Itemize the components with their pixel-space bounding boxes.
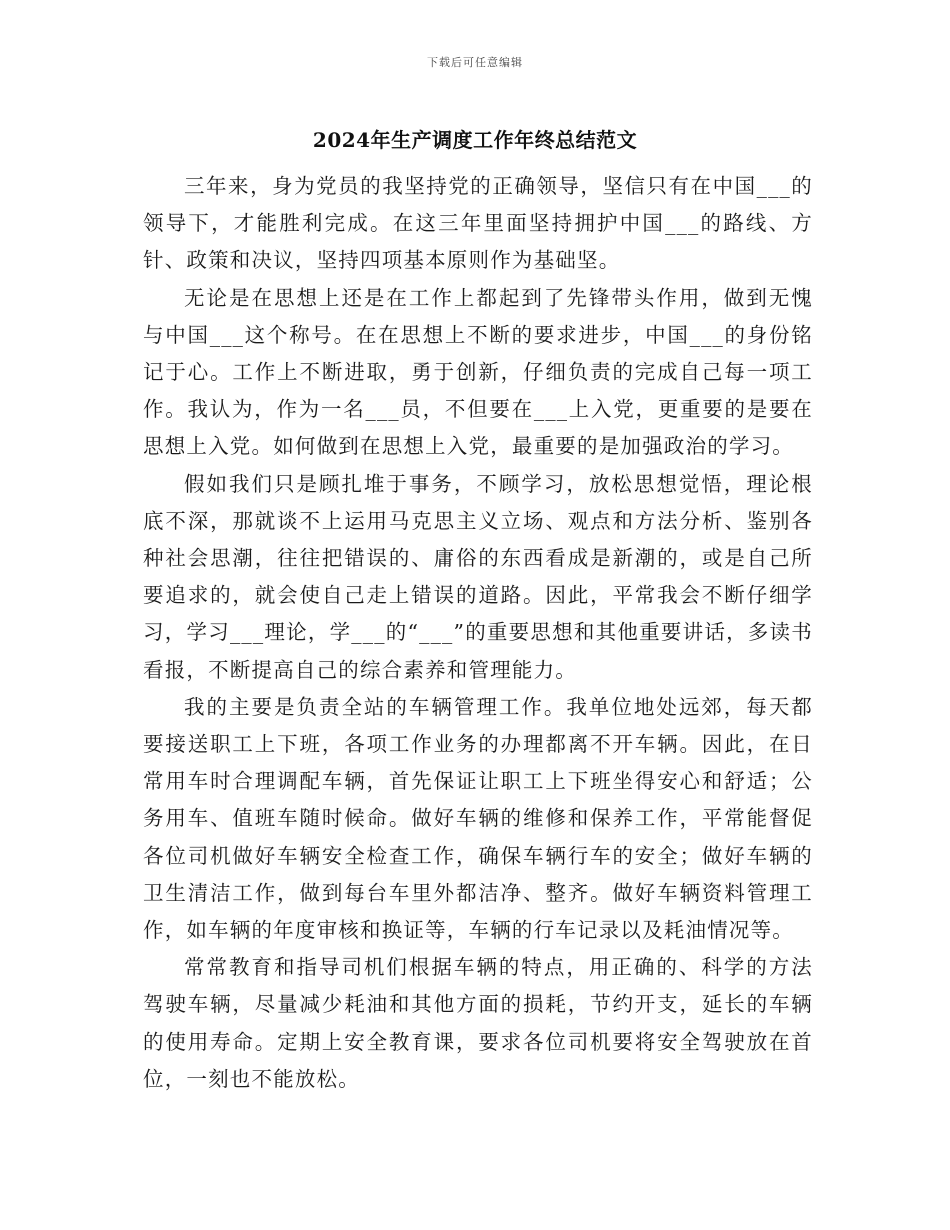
paragraph-3: 假如我们只是顾扎堆于事务，不顾学习，放松思想觉悟，理论根底不深，那就谈不上运用马克思主义立场、观点和方法分析、鉴别各种社会思潮，往往把错误的、庸俗的东西看成是新潮的，或是自己所要追求的，就会使自己走上错误的道路。因此，平常我会不断仔细学习，学习___理论，学___的“___”的重要思想和其他重要讲话，多读书看报，不断提高自己的综合素养和管理能力。 [143, 471, 813, 682]
paragraph-5: 常常教育和指导司机们根据车辆的特点，用正确的、科学的方法驾驶车辆，尽量减少耗油和其他方面的损耗，节约开支，延长的车辆的使用寿命。定期上安全教育课，要求各位司机要将安全驾驶放在首位，一刻也不能放松。 [143, 955, 813, 1091]
page-header-note: 下载后可任意编辑 [427, 56, 523, 69]
paragraph-1: 三年来，身为党员的我坚持党的正确领导，坚信只有在中国___的领导下，才能胜利完成。在这三年里面坚持拥护中国___的路线、方针、政策和决议，坚持四项基本原则作为基础坚。 [143, 174, 813, 273]
paragraph-2: 无论是在思想上还是在工作上都起到了先锋带头作用，做到无愧与中国___这个称号。在在思想上不断的要求进步，中国___的身份铭记于心。工作上不断进取，勇于创新，仔细负责的完成自己每一项工作。我认为，作为一名___员，不但要在___上入党，更重要的是要在思想上入党。如何做到在思想上入党，最重要的是加强政治的学习。 [143, 285, 813, 459]
document-title: 2024年生产调度工作年终总结范文 [312, 128, 638, 152]
paragraph-4: 我的主要是负责全站的车辆管理工作。我单位地处远郊，每天都要接送职工上下班，各项工作业务的办理都离不开车辆。因此，在日常用车时合理调配车辆，首先保证让职工上下班坐得安心和舒适；公务用车、值班车随时候命。做好车辆的维修和保养工作，平常能督促各位司机做好车辆安全检查工作，确保车辆行车的安全；做好车辆的卫生清洁工作，做到每台车里外都洁净、整齐。做好车辆资料管理工作，如车辆的年度审核和换证等，车辆的行车记录以及耗油情况等。 [143, 694, 813, 943]
document-body [143, 168, 813, 1098]
